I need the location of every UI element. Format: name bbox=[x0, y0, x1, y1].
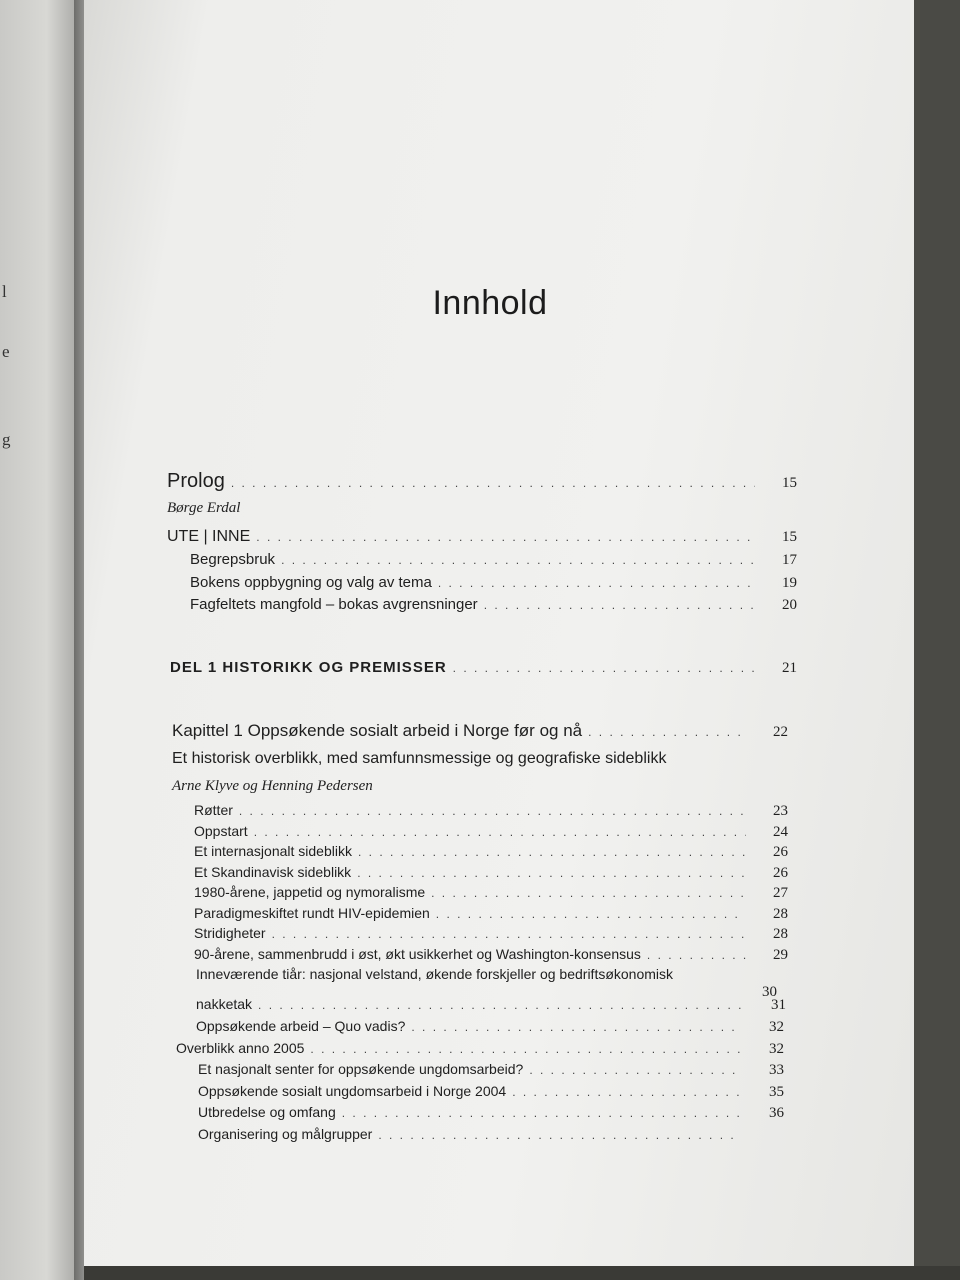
toc-author: Børge Erdal bbox=[167, 500, 241, 516]
toc-entry bbox=[196, 1018, 784, 1036]
toc-entry bbox=[196, 996, 786, 1014]
book-page bbox=[84, 0, 914, 1272]
toc-chapter-label: Kapittel 1 Oppsøkende sosialt arbeid i Norge før og nå bbox=[172, 721, 583, 740]
toc-page-number: 28 bbox=[773, 905, 788, 922]
toc-entry-part-1 bbox=[170, 659, 797, 677]
dot-leader bbox=[411, 1020, 742, 1034]
toc-entry-label: Et internasjonalt sideblikk bbox=[194, 843, 352, 859]
book-bottom-edge bbox=[84, 1266, 960, 1280]
toc-page-number: 21 bbox=[782, 660, 797, 676]
toc-page-number: 32 bbox=[769, 1019, 784, 1035]
toc-page-number: 26 bbox=[773, 864, 788, 881]
dot-leader bbox=[436, 907, 746, 921]
toc-entry bbox=[194, 802, 788, 820]
toc-entry-label: Inneværende tiår: nasjonal velstand, økende forskjeller og bedriftsøkonomisk bbox=[196, 966, 674, 982]
dot-leader bbox=[357, 866, 746, 880]
dot-leader bbox=[431, 886, 746, 900]
toc-entry bbox=[194, 864, 788, 882]
toc-entry-label: Røtter bbox=[194, 802, 233, 818]
toc-page-number: 30 bbox=[762, 984, 777, 1000]
toc-entry bbox=[198, 1104, 784, 1122]
toc-entry-label: 90-årene, sammenbrudd i øst, økt usikkerhet og Washington-konsensus bbox=[194, 945, 641, 962]
toc-entry-label: 1980-årene, jappetid og nymoralisme bbox=[194, 884, 426, 900]
dot-leader bbox=[358, 845, 746, 859]
book-right-edge bbox=[914, 0, 960, 1280]
toc-entry-label: Overblikk anno 2005 bbox=[176, 1039, 305, 1056]
dot-leader bbox=[438, 576, 755, 590]
toc-entry-label: Prolog bbox=[167, 470, 225, 492]
dot-leader bbox=[231, 476, 755, 490]
toc-entry-label: Oppsøkende sosialt ungdomsarbeid i Norge 2004 bbox=[198, 1082, 507, 1099]
dot-leader bbox=[647, 948, 746, 962]
toc-entry bbox=[194, 905, 788, 923]
toc-entry bbox=[198, 1126, 784, 1142]
toc-page-number: 24 bbox=[773, 823, 788, 840]
toc-part-label: DEL 1 HISTORIKK OG PREMISSER bbox=[170, 659, 447, 676]
toc-entry bbox=[190, 596, 797, 614]
toc-page-number: 28 bbox=[773, 926, 788, 942]
toc-page-number: 19 bbox=[782, 575, 797, 591]
toc-entry-label: Bokens oppbygning og valg av tema bbox=[190, 574, 432, 591]
toc-entry-label: Stridigheter bbox=[194, 925, 266, 941]
toc-entry bbox=[190, 574, 797, 592]
toc-page-number: 15 bbox=[782, 529, 797, 545]
toc-entry-label: Begrepsbruk bbox=[190, 551, 276, 568]
dot-leader bbox=[512, 1085, 742, 1099]
toc-page-number: 33 bbox=[769, 1062, 784, 1078]
toc-entry-prolog bbox=[167, 470, 797, 493]
toc-page-number: 36 bbox=[769, 1105, 784, 1121]
left-page-fragment: l bbox=[2, 282, 7, 301]
page-title: Innhold bbox=[432, 284, 548, 322]
toc-author: Arne Klyve og Henning Pedersen bbox=[172, 778, 373, 794]
toc-entry-label: Utbredelse og omfang bbox=[198, 1104, 336, 1120]
toc-entry-label: Organisering og målgrupper bbox=[198, 1125, 373, 1142]
toc-page-number: 22 bbox=[773, 724, 788, 740]
dot-leader bbox=[378, 1128, 742, 1142]
toc-entry bbox=[198, 1061, 784, 1079]
toc-entry bbox=[190, 551, 797, 569]
toc-page-number: 26 bbox=[773, 844, 788, 860]
toc-page-number: 17 bbox=[782, 552, 797, 568]
toc-page-number: 23 bbox=[773, 803, 788, 819]
toc-entry bbox=[167, 528, 797, 546]
toc-entry-label: Oppstart bbox=[194, 822, 248, 839]
toc-entry bbox=[194, 823, 788, 841]
toc-entry bbox=[194, 925, 788, 943]
toc-entry-label: Et nasjonalt senter for oppsøkende ungdomsarbeid? bbox=[198, 1061, 524, 1077]
toc-entry bbox=[198, 1083, 784, 1101]
toc-entry-label: Et Skandinavisk sideblikk bbox=[194, 863, 352, 880]
toc-page-number: 20 bbox=[782, 597, 797, 613]
dot-leader bbox=[239, 804, 746, 818]
dot-leader bbox=[281, 553, 755, 567]
toc-entry-chapter-1 bbox=[172, 721, 788, 741]
toc-entry-label: Paradigmeskiftet rundt HIV-epidemien bbox=[194, 904, 430, 921]
left-page-edge bbox=[0, 0, 78, 1280]
toc-entry-label: UTE | INNE bbox=[167, 528, 251, 545]
toc-entry bbox=[194, 843, 788, 861]
dot-leader bbox=[258, 998, 744, 1012]
toc-page-number: 32 bbox=[769, 1040, 784, 1057]
dot-leader bbox=[254, 825, 746, 839]
toc-page-number: 15 bbox=[782, 475, 797, 491]
toc-entry bbox=[194, 884, 788, 902]
toc-page-number: 31 bbox=[771, 997, 786, 1013]
dot-leader bbox=[310, 1042, 742, 1056]
dot-leader bbox=[484, 598, 755, 612]
dot-leader bbox=[256, 530, 755, 544]
toc-page-number: 35 bbox=[769, 1083, 784, 1100]
dot-leader bbox=[342, 1106, 742, 1120]
toc-page-number: 29 bbox=[773, 946, 788, 963]
toc-entry-label: nakketak bbox=[196, 996, 253, 1012]
toc-entry bbox=[194, 946, 788, 964]
dot-leader bbox=[588, 725, 746, 739]
toc-chapter-subtitle: Et historisk overblikk, med samfunnsmessige og geografiske sideblikk bbox=[172, 750, 667, 767]
dot-leader bbox=[529, 1063, 742, 1077]
dot-leader bbox=[272, 927, 746, 941]
toc-entry-label: Oppsøkende arbeid – Quo vadis? bbox=[196, 1018, 406, 1034]
dot-leader bbox=[453, 661, 755, 675]
toc-entry-label: Fagfeltets mangfold – bokas avgrensninger bbox=[190, 596, 478, 613]
toc-page-number: 27 bbox=[773, 885, 788, 901]
left-page-fragment: g bbox=[2, 430, 11, 449]
left-page-fragment: e bbox=[2, 342, 10, 361]
toc-entry bbox=[176, 1040, 784, 1058]
